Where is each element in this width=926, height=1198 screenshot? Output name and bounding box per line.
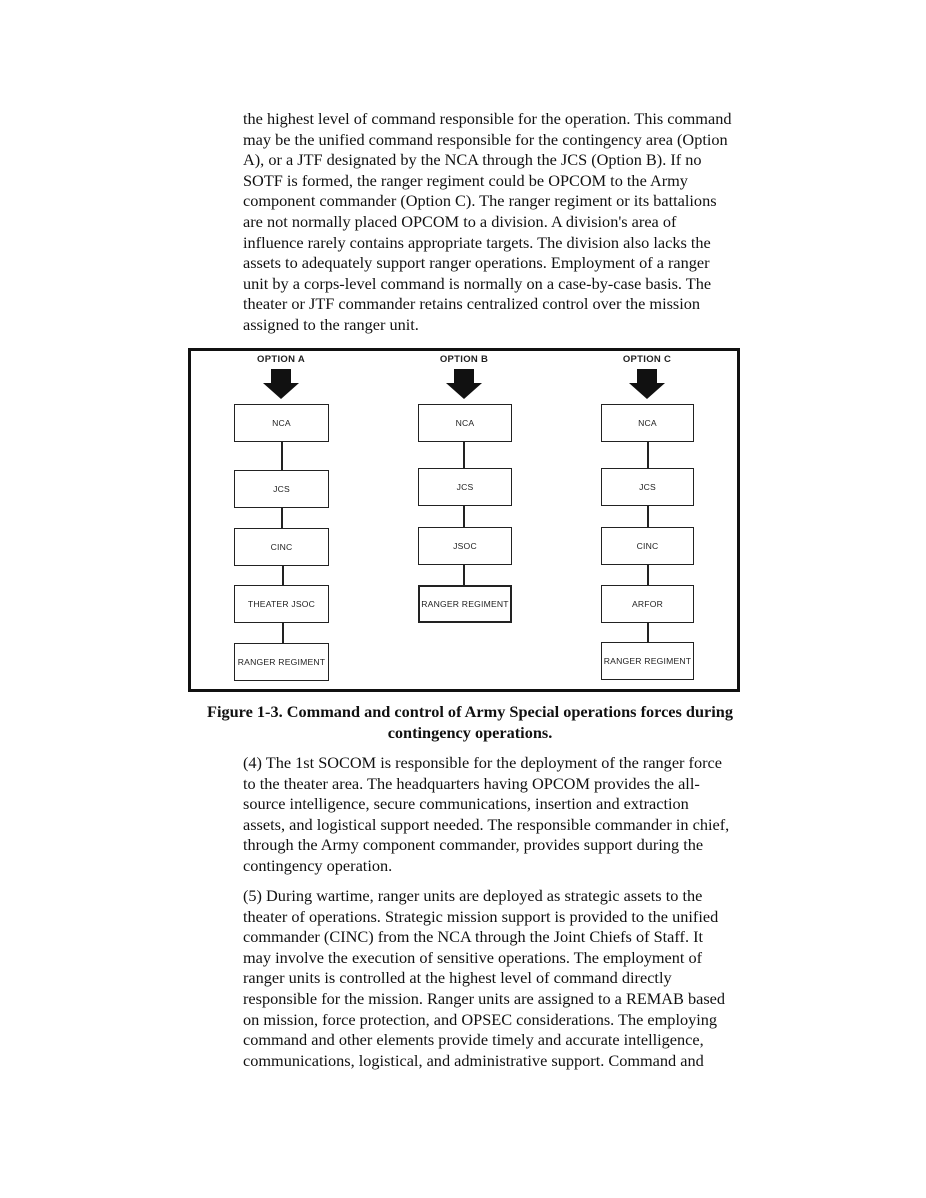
text-line: may involve the execution of sensitive operations. The employment of: [243, 947, 703, 967]
caption-line: Figure 1-3. Command and control of Army Special operations forces during: [207, 702, 733, 721]
text-line: component commander (Option C). The ranger regiment or its battalions: [243, 191, 717, 211]
figure-caption: [160, 702, 780, 743]
box-option-a-ranger-regiment: RANGER REGIMENT: [234, 643, 329, 681]
down-arrow-icon: [446, 369, 482, 399]
box-option-a-theater-jsoc: THEATER JSOC: [234, 585, 329, 623]
connector-line: [463, 565, 465, 585]
text-line: source intelligence, secure communications, insertion and extraction: [243, 794, 689, 814]
text-line: influence rarely contains appropriate targets. The division also lacks the: [243, 232, 711, 252]
box-option-b-nca: NCA: [418, 404, 512, 442]
option-a-label: OPTION A: [257, 354, 305, 365]
text-line: the highest level of command responsible for the operation. This command: [243, 109, 732, 128]
box-option-c-nca: NCA: [601, 404, 694, 442]
paragraph-continuation: [243, 109, 803, 336]
box-option-b-ranger-regiment: RANGER REGIMENT: [418, 585, 512, 623]
text-line: (4) The 1st SOCOM is responsible for the deployment of the ranger force: [243, 753, 722, 772]
text-line: SOTF is formed, the ranger regiment could be OPCOM to the Army: [243, 170, 688, 190]
text-line: theater or JTF commander retains centralized control over the mission: [243, 294, 701, 314]
box-option-c-cinc: CINC: [601, 527, 694, 565]
down-arrow-icon: [263, 369, 299, 399]
box-option-c-jcs: JCS: [601, 468, 694, 506]
text-line: unit by a corps-level command is normally on a case-by-case basis. The: [243, 273, 712, 293]
text-line: commander (CINC) from the NCA through the Joint Chiefs of Staff. It: [243, 927, 704, 947]
paragraph-5: [243, 886, 803, 1071]
text-line: (5) During wartime, ranger units are deployed as strategic assets to the: [243, 886, 703, 905]
connector-line: [647, 565, 649, 585]
connector-line: [647, 623, 649, 642]
text-line: assets to adequately support ranger operations. Employment of a ranger: [243, 253, 710, 273]
text-line: A), or a JTF designated by the NCA through the JCS (Option B). If no: [243, 150, 702, 170]
text-line: command and other elements provide timely and accurate intelligence,: [243, 1030, 704, 1050]
option-c-label: OPTION C: [622, 354, 672, 365]
connector-line: [281, 508, 283, 528]
text-line: assets, and logistical support needed. The responsible commander in chief,: [243, 814, 730, 834]
text-line: on mission, force protection, and OPSEC considerations. The employing: [243, 1009, 718, 1029]
text-line: are not normally placed OPCOM to a division. A division's area of: [243, 211, 677, 231]
box-option-a-cinc: CINC: [234, 528, 329, 566]
connector-line: [282, 566, 284, 585]
text-line: responsible for the mission. Ranger units are assigned to a REMAB based: [243, 988, 726, 1008]
paragraph-4: [243, 753, 803, 877]
text-line: communications, logistical, and administrative support. Command and: [243, 1050, 704, 1070]
text-line: contingency operation.: [243, 855, 393, 875]
box-option-c-ranger-regiment: RANGER REGIMENT: [601, 642, 694, 680]
box-option-a-jcs: JCS: [234, 470, 329, 508]
text-line: through the Army component commander, provides support during the: [243, 835, 704, 855]
connector-line: [282, 623, 284, 643]
text-line: ranger units is controlled at the highest level of command directly: [243, 968, 672, 988]
box-option-a-nca: NCA: [234, 404, 329, 442]
connector-line: [647, 506, 649, 527]
text-line: assigned to the ranger unit.: [243, 314, 419, 334]
text-line: to the theater area. The headquarters having OPCOM provides the all-: [243, 773, 700, 793]
option-b-label: OPTION B: [439, 354, 489, 365]
connector-line: [281, 442, 283, 470]
connector-line: [463, 506, 465, 527]
text-line: theater of operations. Strategic mission support is provided to the unified: [243, 906, 719, 926]
down-arrow-icon: [629, 369, 665, 399]
box-option-c-arfor: ARFOR: [601, 585, 694, 623]
connector-line: [647, 442, 649, 468]
caption-line: contingency operations.: [387, 722, 553, 742]
box-option-b-jsoc: JSOC: [418, 527, 512, 565]
connector-line: [463, 442, 465, 468]
text-line: may be the unified command responsible for the contingency area (Option: [243, 129, 728, 149]
box-option-b-jcs: JCS: [418, 468, 512, 506]
